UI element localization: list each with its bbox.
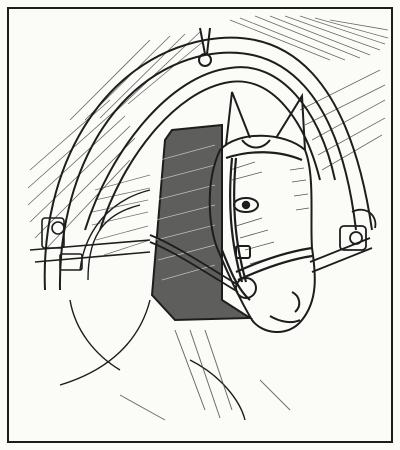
bridle — [222, 152, 312, 300]
horse-head — [210, 92, 315, 332]
head-shading — [230, 162, 309, 264]
loose-strokes — [120, 330, 290, 420]
right-strap-buckle — [310, 210, 375, 272]
top-ring — [199, 28, 211, 66]
